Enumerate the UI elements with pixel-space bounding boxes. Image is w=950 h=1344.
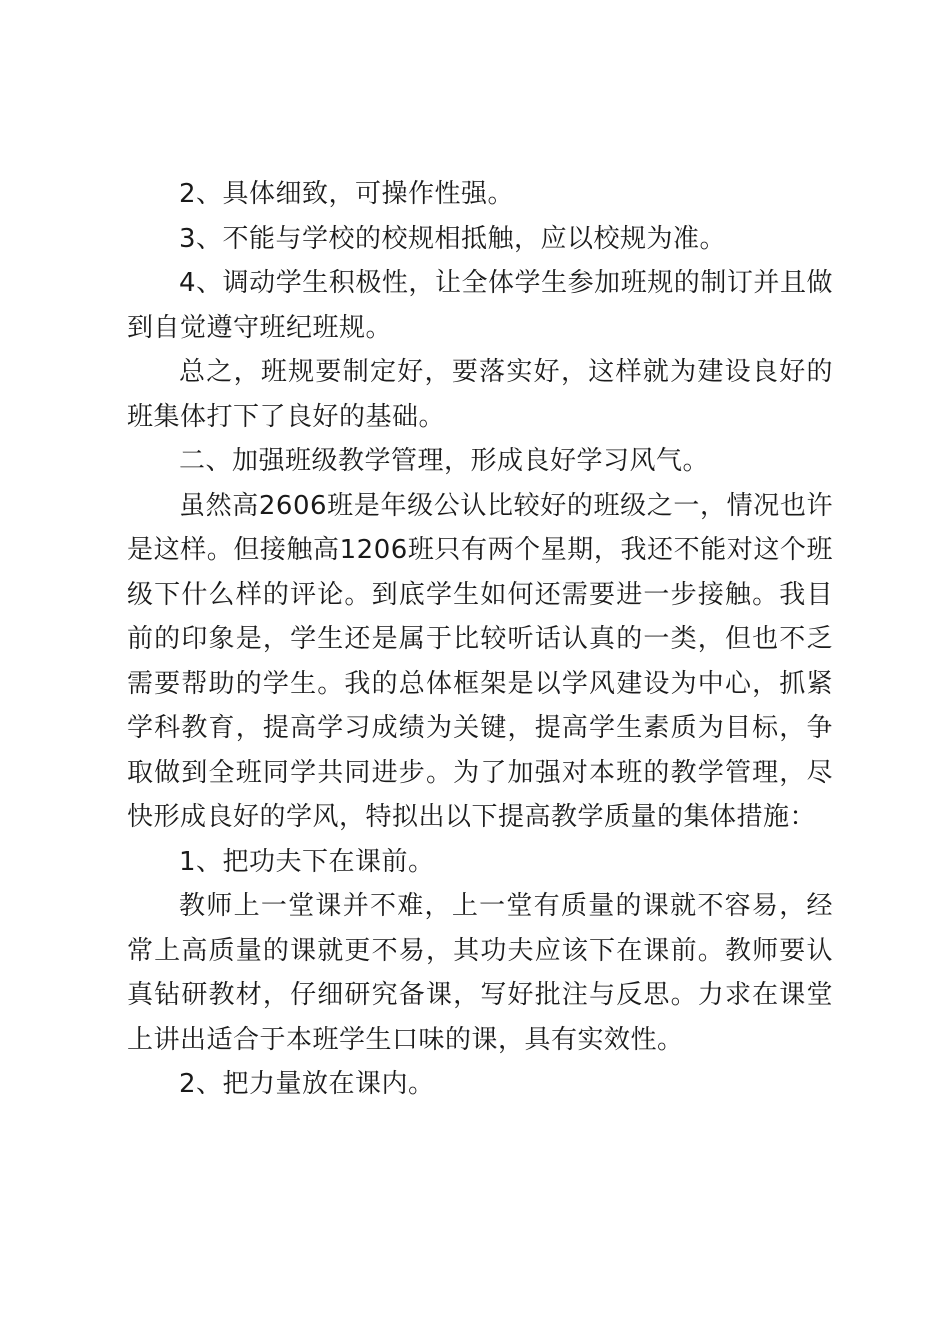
section-heading-2: 二、加强班级教学管理，形成良好学习风气。 bbox=[179, 446, 710, 476]
paragraph-summary: 总之，班规要制定好，要落实好，这样就为建设良好的班集体打下了良好的基础。 bbox=[127, 357, 833, 432]
paragraph-item-2: 2、具体细致，可操作性强。 bbox=[179, 179, 515, 209]
paragraph-item-4: 4、调动学生积极性，让全体学生参加班规的制订并且做到自觉遵守班纪班规。 bbox=[127, 268, 833, 343]
paragraph-class-overview: 虽然高2606班是年级公认比较好的班级之一，情况也许是这样。但接触高1206班只有两个星期，我还不能对这个班级下什么样的评论。到底学生如何还需要进一步接触。我目前的印象是，学生还是属于比较听话认真的一类，但也不乏需要帮助的学生。我的总体框架是以学风建设为中心，抓紧学科教育，提高学习成绩为关键，提高学生素质为目标，争取做到全班同学共同进步。为了加强对本班的教学管理，尽快形成良好的学风，特拟出以下提高教学质量的集体措施： bbox=[127, 490, 833, 832]
document-body bbox=[127, 172, 833, 1107]
subheading-before-class: 1、把功夫下在课前。 bbox=[179, 846, 435, 877]
paragraph-item-3: 3、不能与学校的校规相抵触，应以校规为准。 bbox=[179, 223, 727, 254]
subheading-in-class: 2、把力量放在课内。 bbox=[179, 1069, 435, 1099]
paragraph-lesson-prep: 教师上一堂课并不难，上一堂有质量的课就不容易，经常上高质量的课就更不易，其功夫应该下在课前。教师要认真钻研教材，仔细研究备课，写好批注与反思。力求在课堂上讲出适合于本班学生口味的课，具有实效性。 bbox=[127, 891, 833, 1055]
